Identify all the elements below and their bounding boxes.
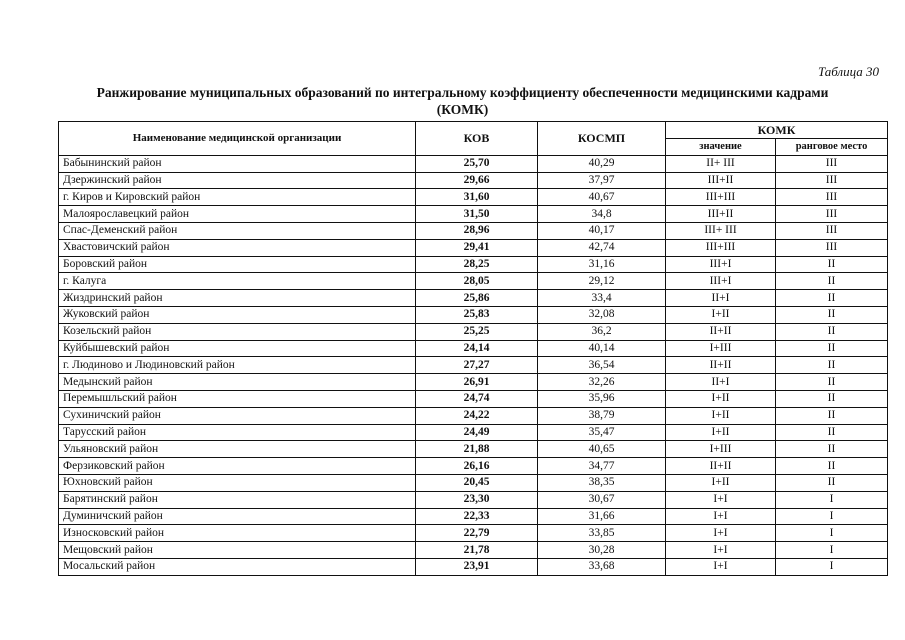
cell-kov: 29,41 bbox=[416, 239, 538, 256]
cell-komk-rank: III bbox=[776, 172, 888, 189]
cell-name: Юхновский район bbox=[59, 474, 416, 491]
cell-kov: 28,96 bbox=[416, 222, 538, 239]
document-title bbox=[40, 84, 885, 118]
cell-komk-rank: III bbox=[776, 206, 888, 223]
cell-komk-rank: II bbox=[776, 390, 888, 407]
cell-name: Износковский район bbox=[59, 525, 416, 542]
cell-kosmp: 40,65 bbox=[538, 441, 666, 458]
table-row bbox=[59, 222, 888, 239]
table-row bbox=[59, 256, 888, 273]
header-kosmp: КОСМП bbox=[538, 122, 666, 156]
cell-komk-rank: II bbox=[776, 290, 888, 307]
cell-kov: 27,27 bbox=[416, 357, 538, 374]
cell-kosmp: 33,85 bbox=[538, 525, 666, 542]
cell-kosmp: 30,67 bbox=[538, 491, 666, 508]
cell-name: Медынский район bbox=[59, 374, 416, 391]
table-row bbox=[59, 340, 888, 357]
cell-name: Спас-Деменский район bbox=[59, 222, 416, 239]
cell-komk-value: I+III bbox=[666, 340, 776, 357]
cell-komk-value: II+I bbox=[666, 374, 776, 391]
table-row bbox=[59, 239, 888, 256]
table-row bbox=[59, 273, 888, 290]
cell-komk-value: II+II bbox=[666, 357, 776, 374]
table-row bbox=[59, 172, 888, 189]
cell-kosmp: 42,74 bbox=[538, 239, 666, 256]
cell-komk-value: I+III bbox=[666, 441, 776, 458]
cell-komk-value: III+I bbox=[666, 256, 776, 273]
cell-komk-value: I+II bbox=[666, 390, 776, 407]
cell-komk-value: III+II bbox=[666, 172, 776, 189]
cell-komk-value: II+II bbox=[666, 458, 776, 475]
cell-komk-rank: III bbox=[776, 189, 888, 206]
table-row bbox=[59, 458, 888, 475]
cell-kosmp: 29,12 bbox=[538, 273, 666, 290]
cell-name: г. Калуга bbox=[59, 273, 416, 290]
cell-komk-value: I+I bbox=[666, 508, 776, 525]
cell-kov: 21,78 bbox=[416, 542, 538, 559]
cell-name: Жиздринский район bbox=[59, 290, 416, 307]
cell-kov: 20,45 bbox=[416, 474, 538, 491]
cell-name: Бабынинский район bbox=[59, 155, 416, 172]
cell-komk-rank: I bbox=[776, 508, 888, 525]
cell-kosmp: 40,17 bbox=[538, 222, 666, 239]
cell-komk-rank: II bbox=[776, 441, 888, 458]
cell-komk-value: I+I bbox=[666, 525, 776, 542]
cell-kosmp: 31,66 bbox=[538, 508, 666, 525]
cell-name: Мосальский район bbox=[59, 558, 416, 575]
cell-komk-value: I+I bbox=[666, 542, 776, 559]
cell-kosmp: 33,4 bbox=[538, 290, 666, 307]
table-caption: Таблица 30 bbox=[817, 64, 879, 79]
table-row bbox=[59, 474, 888, 491]
cell-kov: 25,83 bbox=[416, 306, 538, 323]
table-row bbox=[59, 390, 888, 407]
cell-kosmp: 35,96 bbox=[538, 390, 666, 407]
cell-kosmp: 40,14 bbox=[538, 340, 666, 357]
cell-kosmp: 32,26 bbox=[538, 374, 666, 391]
cell-kov: 24,22 bbox=[416, 407, 538, 424]
cell-komk-rank: I bbox=[776, 542, 888, 559]
table-row bbox=[59, 508, 888, 525]
cell-kosmp: 36,54 bbox=[538, 357, 666, 374]
table-row bbox=[59, 374, 888, 391]
title-line-1: Ранжирование муниципальных образований по интегральному коэффициенту обеспеченности медицинскими кадрами bbox=[96, 85, 829, 100]
cell-komk-rank: II bbox=[776, 323, 888, 340]
cell-komk-rank: I bbox=[776, 558, 888, 575]
table-body bbox=[59, 155, 888, 575]
cell-name: Мещовский район bbox=[59, 542, 416, 559]
cell-name: Хвастовичский район bbox=[59, 239, 416, 256]
cell-kov: 29,66 bbox=[416, 172, 538, 189]
cell-komk-value: III+ III bbox=[666, 222, 776, 239]
cell-name: г. Людиново и Людиновский район bbox=[59, 357, 416, 374]
cell-kosmp: 38,35 bbox=[538, 474, 666, 491]
cell-komk-value: III+III bbox=[666, 239, 776, 256]
cell-kov: 23,30 bbox=[416, 491, 538, 508]
cell-komk-rank: II bbox=[776, 407, 888, 424]
cell-kov: 22,33 bbox=[416, 508, 538, 525]
table-row bbox=[59, 290, 888, 307]
header-kov: КОВ bbox=[416, 122, 538, 156]
cell-komk-rank: III bbox=[776, 239, 888, 256]
cell-komk-value: II+ III bbox=[666, 155, 776, 172]
table-row bbox=[59, 525, 888, 542]
cell-kov: 24,74 bbox=[416, 390, 538, 407]
cell-kov: 24,14 bbox=[416, 340, 538, 357]
cell-kov: 25,70 bbox=[416, 155, 538, 172]
cell-name: Думиничский район bbox=[59, 508, 416, 525]
cell-kosmp: 40,29 bbox=[538, 155, 666, 172]
cell-komk-rank: II bbox=[776, 256, 888, 273]
cell-kosmp: 34,8 bbox=[538, 206, 666, 223]
cell-komk-value: III+III bbox=[666, 189, 776, 206]
cell-komk-value: II+II bbox=[666, 323, 776, 340]
cell-kov: 28,05 bbox=[416, 273, 538, 290]
cell-name: Боровский район bbox=[59, 256, 416, 273]
table-row bbox=[59, 558, 888, 575]
cell-kov: 26,91 bbox=[416, 374, 538, 391]
cell-komk-rank: II bbox=[776, 273, 888, 290]
cell-komk-rank: II bbox=[776, 458, 888, 475]
cell-komk-value: II+I bbox=[666, 290, 776, 307]
cell-komk-rank: III bbox=[776, 222, 888, 239]
cell-kosmp: 38,79 bbox=[538, 407, 666, 424]
cell-kov: 25,86 bbox=[416, 290, 538, 307]
cell-kov: 28,25 bbox=[416, 256, 538, 273]
table-row bbox=[59, 491, 888, 508]
table-row bbox=[59, 424, 888, 441]
ranking-table bbox=[58, 121, 888, 576]
cell-name: Козельский район bbox=[59, 323, 416, 340]
table-row bbox=[59, 357, 888, 374]
cell-kov: 26,16 bbox=[416, 458, 538, 475]
cell-name: Куйбышевский район bbox=[59, 340, 416, 357]
table-row bbox=[59, 189, 888, 206]
cell-kov: 21,88 bbox=[416, 441, 538, 458]
cell-kov: 31,50 bbox=[416, 206, 538, 223]
cell-name: Ферзиковский район bbox=[59, 458, 416, 475]
cell-komk-rank: II bbox=[776, 474, 888, 491]
cell-kov: 25,25 bbox=[416, 323, 538, 340]
cell-komk-value: I+II bbox=[666, 424, 776, 441]
cell-name: г. Киров и Кировский район bbox=[59, 189, 416, 206]
cell-kosmp: 35,47 bbox=[538, 424, 666, 441]
cell-name: Сухиничский район bbox=[59, 407, 416, 424]
table-row bbox=[59, 441, 888, 458]
table-row bbox=[59, 155, 888, 172]
cell-kov: 22,79 bbox=[416, 525, 538, 542]
title-line-2: (КОМК) bbox=[436, 102, 489, 117]
cell-komk-value: I+II bbox=[666, 306, 776, 323]
cell-kosmp: 37,97 bbox=[538, 172, 666, 189]
cell-komk-value: I+I bbox=[666, 491, 776, 508]
cell-name: Ульяновский район bbox=[59, 441, 416, 458]
header-komk-value: значение bbox=[666, 139, 776, 156]
cell-komk-rank: II bbox=[776, 374, 888, 391]
cell-kosmp: 36,2 bbox=[538, 323, 666, 340]
cell-kosmp: 34,77 bbox=[538, 458, 666, 475]
cell-kov: 31,60 bbox=[416, 189, 538, 206]
header-row-1 bbox=[59, 122, 888, 139]
header-komk-rank: ранговое место bbox=[776, 139, 888, 156]
table-row bbox=[59, 206, 888, 223]
table-row bbox=[59, 407, 888, 424]
table-row bbox=[59, 306, 888, 323]
cell-komk-rank: II bbox=[776, 424, 888, 441]
cell-kosmp: 40,67 bbox=[538, 189, 666, 206]
cell-name: Тарусский район bbox=[59, 424, 416, 441]
cell-komk-value: III+I bbox=[666, 273, 776, 290]
cell-kosmp: 33,68 bbox=[538, 558, 666, 575]
cell-name: Дзержинский район bbox=[59, 172, 416, 189]
cell-name: Малоярославецкий район bbox=[59, 206, 416, 223]
table-header bbox=[59, 122, 888, 156]
cell-komk-rank: I bbox=[776, 491, 888, 508]
cell-komk-value: I+II bbox=[666, 407, 776, 424]
cell-kov: 24,49 bbox=[416, 424, 538, 441]
cell-komk-value: I+II bbox=[666, 474, 776, 491]
header-name: Наименование медицинской организации bbox=[59, 122, 416, 156]
cell-komk-value: I+I bbox=[666, 558, 776, 575]
cell-komk-rank: III bbox=[776, 155, 888, 172]
table-row bbox=[59, 542, 888, 559]
cell-komk-rank: II bbox=[776, 357, 888, 374]
cell-komk-value: III+II bbox=[666, 206, 776, 223]
header-komk: КОМК bbox=[666, 122, 888, 139]
cell-name: Перемышльский район bbox=[59, 390, 416, 407]
cell-name: Жуковский район bbox=[59, 306, 416, 323]
table-row bbox=[59, 323, 888, 340]
cell-kosmp: 31,16 bbox=[538, 256, 666, 273]
cell-kosmp: 32,08 bbox=[538, 306, 666, 323]
cell-komk-rank: II bbox=[776, 340, 888, 357]
cell-komk-rank: I bbox=[776, 525, 888, 542]
cell-kosmp: 30,28 bbox=[538, 542, 666, 559]
cell-name: Барятинский район bbox=[59, 491, 416, 508]
cell-kov: 23,91 bbox=[416, 558, 538, 575]
cell-komk-rank: II bbox=[776, 306, 888, 323]
